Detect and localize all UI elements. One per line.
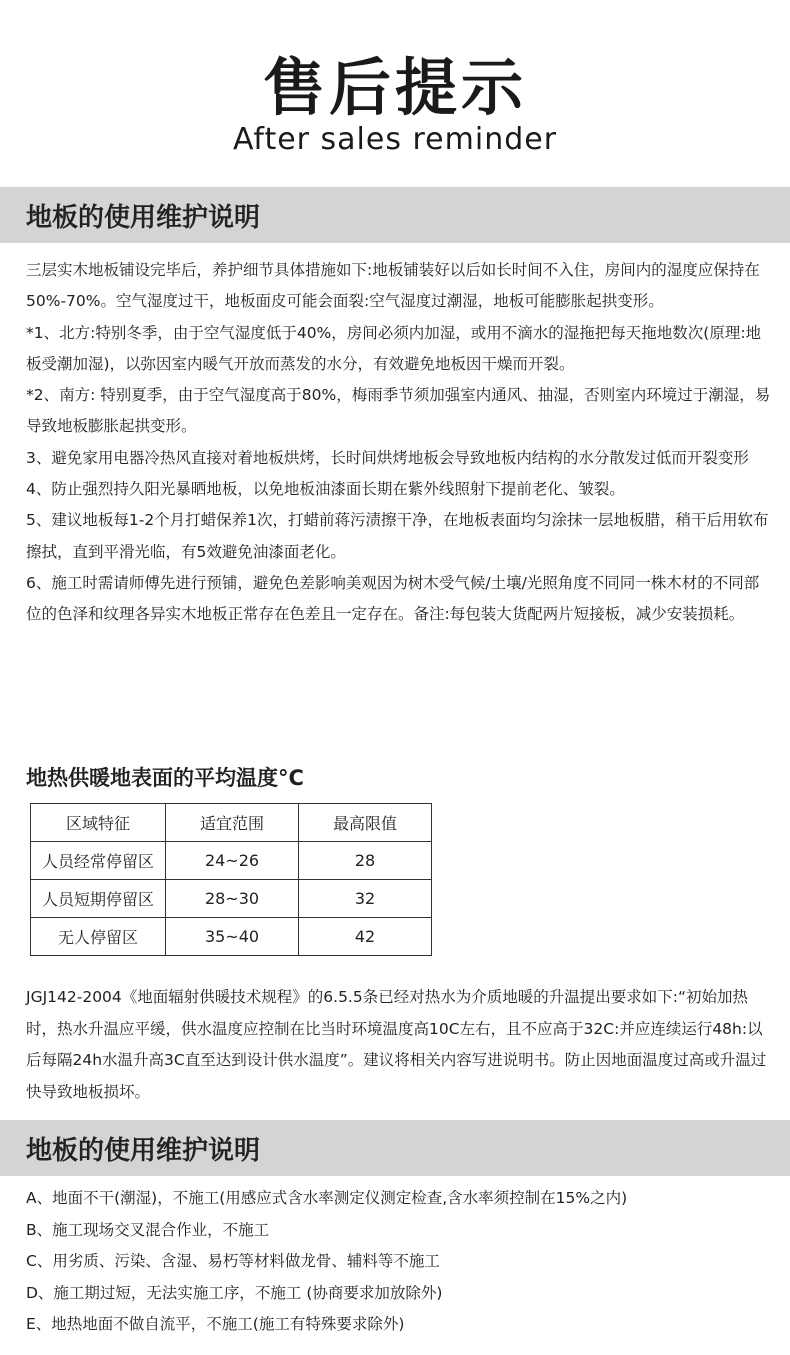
standard-note (26, 982, 776, 1108)
section-heading-1: 地板的使用维护说明 (26, 203, 261, 233)
list-item: A、地面不干(潮湿)，不施工(用感应式含水率测定仪测定检查,含水率须控制在15%之内) (26, 1189, 628, 1207)
maintenance-paragraphs (26, 255, 771, 631)
paragraph-waxing: 5、建议地板每1-2个月打蜡保养1次，打蜡前蒋污渍擦干净，在地板表面均匀涂抹一层地板腊，稍干后用软布擦拭，直到平滑光临，有5效避免油漆面老化。 (26, 511, 769, 561)
section-heading-2: 地板的使用维护说明 (26, 1136, 261, 1166)
list-item: B、施工现场交叉混合作业，不施工 (26, 1220, 270, 1239)
table-header-cell: 适宜范围 (166, 804, 299, 842)
table-header-cell: 最高限值 (299, 804, 432, 842)
no-install-list (26, 1183, 771, 1341)
table-cell: 无人停留区 (31, 918, 166, 956)
temperature-title: 地热供暖地表面的平均温度°C (26, 766, 304, 790)
page-title-zh: 售后提示 (262, 51, 527, 124)
table-cell: 42 (299, 918, 432, 956)
section-band-2 (0, 1120, 790, 1176)
table-cell: 24~26 (166, 842, 299, 880)
page-title-en: After sales reminder (232, 122, 558, 157)
paragraph-appliance: 3、避免家用电器冷热风直接对着地板烘烤，长时间烘烤地板会导致地板内结构的水分散发过低而开裂变形 (26, 448, 749, 467)
paragraph-preinstall: 6、施工时需请师傅先进行预铺，避免色差影响美观因为树木受气候/土壤/光照角度不同同一株木材的不同部位的色泽和纹理各异实木地板正常存在色差且一定存在。备注:每包装大货配两片短接板，减少安装损耗。 (26, 573, 760, 624)
table-cell: 28~30 (166, 880, 299, 918)
list-item: C、用劣质、污染、含湿、易朽等材料做龙骨、辅料等不施工 (26, 1252, 440, 1270)
temperature-table (30, 803, 432, 956)
table-cell: 人员短期停留区 (31, 880, 166, 918)
table-header-row (31, 804, 432, 842)
list-item: E、地热地面不做自流平，不施工(施工有特殊要求除外) (26, 1315, 405, 1333)
paragraph-south: *2、南方: 特别夏季，由于空气湿度高于80%，梅雨季节须加强室内通风、抽湿，否则室内环境过于潮湿，易导致地板膨胀起拱变形。 (26, 386, 771, 436)
table-cell: 35~40 (166, 918, 299, 956)
paragraph-intro: 三层实木地板铺设完毕后，养护细节具体措施如下:地板铺装好以后如长时间不入住，房间内的湿度应保持在50%-70%。空气湿度过干，地板面皮可能会面裂:空气湿度过潮湿，地板可能膨胀起拱变形。 (26, 261, 760, 311)
paragraph-sunlight: 4、防止强烈持久阳光暴晒地板，以免地板油漆面长期在紫外线照射下提前老化、皱裂。 (26, 480, 625, 499)
table-row (31, 842, 432, 880)
table-row (31, 918, 432, 956)
table-cell: 28 (299, 842, 432, 880)
table-cell: 人员经常停留区 (31, 842, 166, 880)
standard-text: JGJ142-2004《地面辐射供暖技术规程》的6.5.5条已经对热水为介质地暖的升温提出要求如下:“初始加热时，热水升温应平缓，供水温度应控制在比当时环境温度高10C左右，且不应高于32C:并应连续运行48h:以后每隔24h水温升高3C直至达到设计供水温度”。建议将相关内容写进说明书。防止因地面温度过高或升温过快导致地板损坏。 (26, 988, 767, 1101)
table-row (31, 880, 432, 918)
list-item: D、施工期过短，无法实施工序，不施工 (协商要求加放除外) (26, 1283, 443, 1302)
section-band-1 (0, 187, 790, 243)
paragraph-north: *1、北方:特别冬季，由于空气湿度低于40%，房间必须内加湿，或用不滴水的湿拖把每天拖地数次(原理:地板受潮加湿)，以弥因室内暖气开放而蒸发的水分，有效避免地板因干燥而开裂。 (26, 323, 762, 373)
table-cell: 32 (299, 880, 432, 918)
table-header-cell: 区域特征 (31, 804, 166, 842)
